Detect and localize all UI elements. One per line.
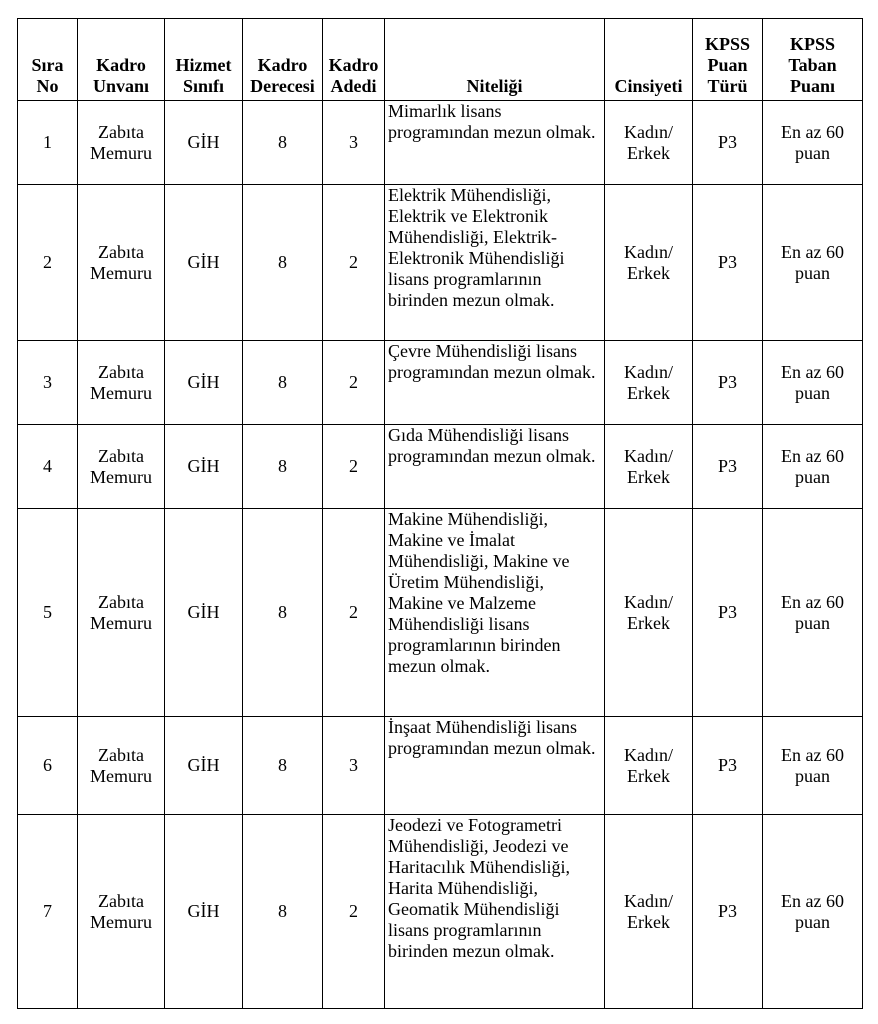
table-row xyxy=(18,815,863,1009)
cell-kadro-derecesi: 8 xyxy=(243,101,323,185)
cell-kadro-adedi: 2 xyxy=(323,815,385,1009)
table-row xyxy=(18,341,863,425)
cell-kadro-derecesi: 8 xyxy=(243,341,323,425)
cell-cinsiyeti: Kadın/ Erkek xyxy=(605,717,693,815)
cell-kadro-unvani: Zabıta Memuru xyxy=(78,717,165,815)
cell-niteligi: Makine Mühendisliği, Makine ve İmalat Mühendisliği, Makine ve Üretim Mühendisliği, Makine ve Malzeme Mühendisliği lisans programlarının birinden mezun olmak. xyxy=(385,509,605,717)
cell-niteligi: Elektrik Mühendisliği, Elektrik ve Elektronik Mühendisliği, Elektrik-Elektronik Mühendisliği lisans programlarının birinden mezun olmak. xyxy=(385,185,605,341)
cell-sira-no: 1 xyxy=(18,101,78,185)
cell-sira-no: 5 xyxy=(18,509,78,717)
table-row xyxy=(18,425,863,509)
cell-niteligi: Jeodezi ve Fotogrametri Mühendisliği, Jeodezi ve Haritacılık Mühendisliği, Harita Mühendisliği, Geomatik Mühendisliği lisans programlarının birinden mezun olmak. xyxy=(385,815,605,1009)
cell-kpss-taban-puani: En az 60 puan xyxy=(763,509,863,717)
cell-hizmet-sinifi: GİH xyxy=(165,509,243,717)
header-row xyxy=(18,19,863,101)
table-row xyxy=(18,101,863,185)
cell-sira-no: 6 xyxy=(18,717,78,815)
cell-kpss-puan-turu: P3 xyxy=(693,101,763,185)
header-kpss-taban-puani: KPSS Taban Puanı xyxy=(763,19,863,101)
cell-hizmet-sinifi: GİH xyxy=(165,717,243,815)
cell-kpss-taban-puani: En az 60 puan xyxy=(763,185,863,341)
cell-kadro-adedi: 3 xyxy=(323,101,385,185)
cell-kadro-unvani: Zabıta Memuru xyxy=(78,509,165,717)
table-row xyxy=(18,185,863,341)
header-kpss-puan-turu: KPSS Puan Türü xyxy=(693,19,763,101)
cell-kadro-adedi: 3 xyxy=(323,717,385,815)
cell-cinsiyeti: Kadın/ Erkek xyxy=(605,509,693,717)
header-hizmet-sinifi: Hizmet Sınıfı xyxy=(165,19,243,101)
header-kadro-adedi: Kadro Adedi xyxy=(323,19,385,101)
cell-kadro-adedi: 2 xyxy=(323,425,385,509)
cell-kadro-derecesi: 8 xyxy=(243,815,323,1009)
cell-niteligi: Mimarlık lisans programından mezun olmak. xyxy=(385,101,605,185)
cell-hizmet-sinifi: GİH xyxy=(165,101,243,185)
cell-kpss-puan-turu: P3 xyxy=(693,185,763,341)
cell-kpss-taban-puani: En az 60 puan xyxy=(763,717,863,815)
cell-kadro-derecesi: 8 xyxy=(243,509,323,717)
cell-kadro-unvani: Zabıta Memuru xyxy=(78,815,165,1009)
table-row xyxy=(18,509,863,717)
cell-kadro-adedi: 2 xyxy=(323,341,385,425)
cell-kadro-unvani: Zabıta Memuru xyxy=(78,341,165,425)
cell-kpss-puan-turu: P3 xyxy=(693,509,763,717)
cell-kadro-adedi: 2 xyxy=(323,185,385,341)
cell-kadro-unvani: Zabıta Memuru xyxy=(78,101,165,185)
cell-kpss-puan-turu: P3 xyxy=(693,815,763,1009)
cell-hizmet-sinifi: GİH xyxy=(165,815,243,1009)
cell-niteligi: Gıda Mühendisliği lisans programından mezun olmak. xyxy=(385,425,605,509)
cell-cinsiyeti: Kadın/ Erkek xyxy=(605,101,693,185)
cell-cinsiyeti: Kadın/ Erkek xyxy=(605,815,693,1009)
cell-kadro-unvani: Zabıta Memuru xyxy=(78,425,165,509)
cell-cinsiyeti: Kadın/ Erkek xyxy=(605,185,693,341)
header-sira-no: Sıra No xyxy=(18,19,78,101)
cell-hizmet-sinifi: GİH xyxy=(165,185,243,341)
cell-kpss-taban-puani: En az 60 puan xyxy=(763,341,863,425)
cell-kadro-unvani: Zabıta Memuru xyxy=(78,185,165,341)
kadro-table xyxy=(17,18,863,1009)
cell-hizmet-sinifi: GİH xyxy=(165,341,243,425)
cell-hizmet-sinifi: GİH xyxy=(165,425,243,509)
cell-sira-no: 4 xyxy=(18,425,78,509)
cell-sira-no: 2 xyxy=(18,185,78,341)
header-kadro-derecesi: Kadro Derecesi xyxy=(243,19,323,101)
cell-kadro-derecesi: 8 xyxy=(243,425,323,509)
header-kadro-unvani: Kadro Unvanı xyxy=(78,19,165,101)
cell-cinsiyeti: Kadın/ Erkek xyxy=(605,425,693,509)
cell-kpss-puan-turu: P3 xyxy=(693,717,763,815)
cell-kpss-taban-puani: En az 60 puan xyxy=(763,425,863,509)
cell-sira-no: 7 xyxy=(18,815,78,1009)
cell-kpss-puan-turu: P3 xyxy=(693,425,763,509)
header-niteligi: Niteliği xyxy=(385,19,605,101)
table-row xyxy=(18,717,863,815)
cell-niteligi: Çevre Mühendisliği lisans programından mezun olmak. xyxy=(385,341,605,425)
cell-kpss-taban-puani: En az 60 puan xyxy=(763,101,863,185)
cell-sira-no: 3 xyxy=(18,341,78,425)
cell-kadro-adedi: 2 xyxy=(323,509,385,717)
cell-kpss-puan-turu: P3 xyxy=(693,341,763,425)
cell-kpss-taban-puani: En az 60 puan xyxy=(763,815,863,1009)
cell-niteligi: İnşaat Mühendisliği lisans programından mezun olmak. xyxy=(385,717,605,815)
cell-kadro-derecesi: 8 xyxy=(243,717,323,815)
cell-kadro-derecesi: 8 xyxy=(243,185,323,341)
cell-cinsiyeti: Kadın/ Erkek xyxy=(605,341,693,425)
header-cinsiyeti: Cinsiyeti xyxy=(605,19,693,101)
